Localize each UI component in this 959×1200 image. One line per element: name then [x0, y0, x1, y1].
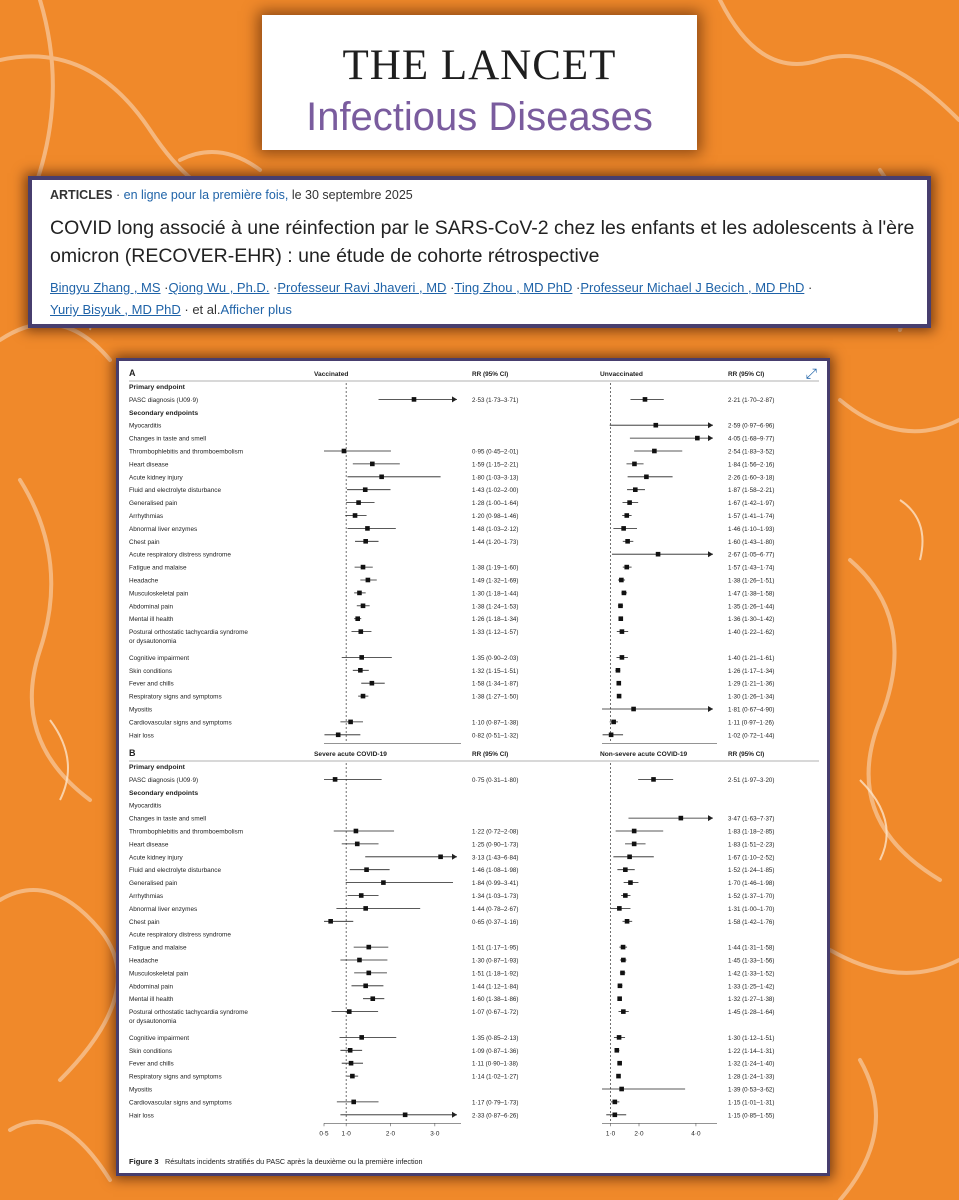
rr-value-label: 1·38 (1·26–1·51) — [728, 577, 775, 585]
rr-value-label: 2·21 (1·70–2·87) — [728, 396, 775, 404]
rr-value-label: 1·44 (1·20–1·73) — [472, 538, 519, 546]
article-header — [28, 176, 931, 328]
row-label: Chest pain — [129, 918, 160, 926]
row-label: or dysautonomia — [129, 1018, 177, 1025]
row-label: Fatigue and malaise — [129, 944, 187, 952]
x-tick-label: 0·5 — [319, 1130, 329, 1138]
row-label: Respiratory signs and symptoms — [129, 1073, 222, 1081]
article-type: ARTICLES — [50, 188, 113, 202]
rr-value-label: 1·84 (0·99–3·41) — [472, 880, 519, 888]
row-label: Skin conditions — [129, 1047, 172, 1055]
rr-value-label: 1·30 (1·12–1·51) — [728, 1034, 775, 1042]
rr-value-label: 0·95 (0·45–2·01) — [472, 448, 519, 456]
row-label: Myocarditis — [129, 422, 162, 430]
row-label: Abnormal liver enzymes — [129, 905, 198, 913]
point-estimate — [625, 539, 630, 544]
rr-value-label: 1·10 (0·87–1·38) — [472, 719, 519, 727]
rr-value-label: 1·84 (1·56–2·16) — [728, 461, 775, 469]
rr-value-label: 1·83 (1·18–2·85) — [728, 828, 775, 836]
rr-value-label: 1·02 (0·72–1·44) — [728, 732, 775, 740]
author-link[interactable]: Ting Zhou , MD PhD — [454, 280, 573, 295]
ci-arrow — [708, 551, 713, 557]
row-label: Hair loss — [129, 732, 154, 740]
ci-arrow — [708, 435, 713, 441]
rr-value-label: 1·11 (0·90–1·38) — [472, 1060, 518, 1068]
figure-caption-label: Figure 3 — [129, 1157, 159, 1166]
point-estimate — [333, 777, 338, 782]
rr-value-label: 2·33 (0·87–6·26) — [472, 1112, 519, 1120]
row-label: Fever and chills — [129, 1060, 174, 1068]
point-estimate — [412, 397, 417, 402]
ci-arrow — [708, 815, 713, 821]
x-tick-label: 3·0 — [430, 1130, 440, 1138]
point-estimate — [370, 681, 375, 686]
point-estimate — [643, 397, 648, 402]
point-estimate — [617, 1061, 622, 1066]
author-list: Bingyu Zhang , MS ·Qiong Wu , Ph.D. ·Professeur Ravi Jhaveri , MD ·Ting Zhou , MD PhD ·Professeur Michael J Becich , MD PhD · Yuriy Bisyuk , MD PhD · et al.Afficher plus — [50, 280, 813, 317]
point-estimate — [622, 591, 627, 596]
row-label: Myositis — [129, 706, 153, 714]
point-estimate — [619, 1087, 624, 1092]
panel-label: A — [129, 368, 136, 378]
rr-header: RR (95% CI) — [472, 751, 509, 758]
row-label: or dysautonomia — [129, 638, 177, 645]
x-tick-label: 2·0 — [634, 1130, 644, 1138]
row-label: Acute kidney injury — [129, 854, 183, 862]
point-estimate — [354, 829, 359, 834]
row-label: Changes in taste and smell — [129, 815, 207, 823]
rr-value-label: 1·36 (1·30–1·42) — [728, 616, 775, 624]
row-label: Acute respiratory distress syndrome — [129, 931, 231, 939]
rr-value-label: 1·44 (1·12–1·84) — [472, 983, 519, 991]
rr-value-label: 1·32 (1·15–1·51) — [472, 667, 519, 675]
point-estimate — [625, 919, 630, 924]
lancet-logo — [262, 15, 697, 150]
rr-value-label: 2·26 (1·60–3·18) — [728, 474, 775, 482]
point-estimate — [381, 880, 386, 885]
rr-value-label: 1·44 (1·31–1·58) — [728, 944, 775, 952]
point-estimate — [619, 578, 624, 583]
ci-arrow — [452, 854, 457, 860]
rr-value-label: 3·13 (1·43–6·84) — [472, 854, 519, 862]
rr-value-label: 1·17 (0·79–1·73) — [472, 1099, 519, 1107]
point-estimate — [348, 1048, 353, 1053]
point-estimate — [679, 816, 684, 821]
row-label: Chest pain — [129, 538, 160, 546]
publication-date: le 30 septembre 2025 — [291, 188, 413, 202]
row-label: Abdominal pain — [129, 603, 174, 611]
point-estimate — [363, 487, 368, 492]
row-label: Cardiovascular signs and symptoms — [129, 1099, 232, 1107]
x-tick-label: 4·0 — [691, 1130, 701, 1138]
rr-value-label: 1·38 (1·19–1·60) — [472, 564, 519, 572]
point-estimate — [361, 604, 366, 609]
point-estimate — [653, 423, 658, 428]
point-estimate — [618, 984, 623, 989]
figure-card — [116, 358, 830, 1176]
point-estimate — [621, 1009, 626, 1014]
rr-value-label: 1·28 (1·24–1·33) — [728, 1073, 775, 1081]
rr-value-label: 1·09 (0·87–1·36) — [472, 1047, 519, 1055]
rr-value-label: 1·59 (1·15–2·21) — [472, 461, 519, 469]
point-estimate — [616, 681, 621, 686]
rr-value-label: 1·33 (1·25–1·42) — [728, 983, 775, 991]
point-estimate — [359, 1035, 364, 1040]
rr-value-label: 1·46 (1·08–1·98) — [472, 867, 519, 875]
rr-value-label: 1·47 (1·38–1·58) — [728, 590, 775, 598]
rr-value-label: 2·59 (0·97–6·96) — [728, 422, 775, 430]
point-estimate — [361, 694, 366, 699]
point-estimate — [611, 720, 616, 725]
rr-value-label: 1·80 (1·03–3·13) — [472, 474, 519, 482]
online-first-link[interactable]: en ligne pour la première fois, — [123, 188, 289, 202]
point-estimate — [363, 539, 368, 544]
row-label: Arrhythmias — [129, 893, 164, 900]
row-label: Heart disease — [129, 841, 169, 849]
ci-arrow — [452, 396, 457, 402]
meta-separator: · — [115, 188, 121, 202]
row-label: Fluid and electrolyte disturbance — [129, 487, 222, 495]
row-label: Mental ill health — [129, 616, 174, 624]
rr-value-label: 1·52 (1·37–1·70) — [728, 893, 775, 900]
rr-value-label: 1·07 (0·67–1·72) — [472, 1009, 519, 1017]
group-title: Severe acute COVID-19 — [314, 751, 387, 758]
row-label: Fever and chills — [129, 680, 174, 688]
point-estimate — [348, 720, 353, 725]
row-label: Cognitive impairment — [129, 1034, 190, 1042]
panel-label: B — [129, 748, 136, 758]
point-estimate — [347, 1009, 352, 1014]
point-estimate — [617, 1035, 622, 1040]
rr-value-label: 1·58 (1·42–1·76) — [728, 918, 775, 926]
point-estimate — [624, 565, 629, 570]
row-label: Fatigue and malaise — [129, 564, 187, 572]
row-label: Acute respiratory distress syndrome — [129, 551, 231, 559]
forest-plot — [119, 361, 827, 1173]
rr-value-label: 1·67 (1·42–1·97) — [728, 500, 775, 508]
rr-value-label: 2·51 (1·97–3·20) — [728, 776, 775, 784]
rr-value-label: 0·65 (0·37–1·16) — [472, 918, 519, 926]
author-link[interactable]: Bingyu Zhang , MS — [50, 280, 161, 295]
point-estimate — [355, 842, 360, 847]
rr-value-label: 1·28 (1·00–1·64) — [472, 500, 519, 508]
point-estimate — [618, 604, 623, 609]
row-label: Abnormal liver enzymes — [129, 525, 198, 533]
point-estimate — [609, 733, 614, 738]
expand-arrows-icon[interactable]: ⤢ — [805, 365, 817, 381]
point-estimate — [328, 919, 333, 924]
point-estimate — [651, 777, 656, 782]
rr-value-label: 1·30 (1·26–1·34) — [728, 693, 775, 701]
row-label: Generalised pain — [129, 880, 178, 888]
rr-value-label: 1·32 (1·27–1·38) — [728, 996, 775, 1004]
point-estimate — [623, 893, 628, 898]
rr-value-label: 1·48 (1·03–2·12) — [472, 525, 519, 533]
point-estimate — [617, 906, 622, 911]
point-estimate — [370, 462, 375, 467]
rr-value-label: 0·75 (0·31–1·80) — [472, 776, 519, 784]
rr-value-label: 1·34 (1·03–1·73) — [472, 893, 519, 900]
rr-value-label: 1·14 (1·02–1·27) — [472, 1073, 519, 1081]
rr-value-label: 1·60 (1·38–1·86) — [472, 996, 519, 1004]
row-label: Arrhythmias — [129, 513, 164, 520]
row-label: Postural orthostatic tachycardia syndrome — [129, 629, 248, 637]
point-estimate — [349, 1061, 354, 1066]
point-estimate — [336, 733, 341, 738]
article-title: COVID long associé à une réinfection par le SARS-CoV-2 chez les enfants et les adolescents à l'ère omicron (RECOVER-EHR) : une étude de cohorte rétrospective — [50, 217, 915, 267]
point-estimate — [613, 1100, 618, 1105]
row-label: Heart disease — [129, 461, 169, 469]
rr-header: RR (95% CI) — [728, 751, 765, 758]
rr-header: RR (95% CI) — [472, 371, 509, 378]
row-label: Thrombophlebitis and thromboembolism — [129, 828, 244, 836]
rr-value-label: 1·40 (1·22–1·62) — [728, 629, 775, 637]
point-estimate — [652, 449, 657, 454]
rr-value-label: 4·05 (1·68–9·77) — [728, 435, 775, 443]
et-al: et al. — [192, 302, 221, 317]
rr-value-label: 1·81 (0·67–4·90) — [728, 706, 775, 714]
point-estimate — [351, 1100, 356, 1105]
row-label: Headache — [129, 577, 159, 585]
row-label: Acute kidney injury — [129, 474, 183, 482]
point-estimate — [620, 971, 625, 976]
row-label: Secondary endpoints — [129, 409, 199, 417]
rr-value-label: 1·30 (1·18–1·44) — [472, 590, 519, 598]
row-label: Primary endpoint — [129, 764, 185, 771]
point-estimate — [403, 1113, 408, 1118]
rr-value-label: 1·60 (1·43–1·80) — [728, 538, 775, 546]
rr-value-label: 1·51 (1·18–1·92) — [472, 970, 519, 978]
rr-value-label: 1·49 (1·32–1·69) — [472, 577, 519, 585]
point-estimate — [656, 552, 661, 557]
point-estimate — [621, 958, 626, 963]
rr-value-label: 1·43 (1·02–2·00) — [472, 487, 519, 495]
rr-value-label: 1·35 (0·85–2·13) — [472, 1034, 519, 1042]
rr-value-label: 1·30 (0·87–1·93) — [472, 957, 519, 965]
point-estimate — [358, 668, 363, 673]
author-link[interactable]: Professeur Michael J Becich , MD PhD — [580, 280, 805, 295]
point-estimate — [359, 655, 364, 660]
author-link[interactable]: Professeur Ravi Jhaveri , MD — [277, 280, 447, 295]
x-tick-label: 1·0 — [341, 1130, 351, 1138]
row-label: Myositis — [129, 1086, 153, 1094]
rr-value-label: 1·58 (1·34–1·87) — [472, 680, 519, 688]
ci-arrow — [708, 422, 713, 428]
point-estimate — [620, 655, 625, 660]
point-estimate — [358, 629, 363, 634]
point-estimate — [357, 958, 362, 963]
rr-value-label: 1·57 (1·43–1·74) — [728, 564, 775, 572]
point-estimate — [644, 475, 649, 480]
rr-value-label: 1·38 (1·27–1·50) — [472, 693, 519, 701]
point-estimate — [617, 996, 622, 1001]
row-label: Musculoskeletal pain — [129, 970, 189, 978]
point-estimate — [361, 565, 366, 570]
point-estimate — [370, 996, 375, 1001]
rr-value-label: 1·45 (1·28–1·64) — [728, 1009, 775, 1017]
row-label: Skin conditions — [129, 667, 172, 675]
group-title: Non-severe acute COVID-19 — [600, 751, 688, 758]
row-label: PASC diagnosis (U09·9) — [129, 396, 199, 404]
rr-value-label: 1·35 (0·90–2·03) — [472, 654, 519, 662]
point-estimate — [618, 616, 623, 621]
point-estimate — [632, 462, 637, 467]
rr-value-label: 3·47 (1·63–7·37) — [728, 815, 775, 823]
author-link[interactable]: Qiong Wu , Ph.D. — [168, 280, 270, 295]
logo-title: THE LANCET — [342, 42, 617, 89]
author-link[interactable]: Yuriy Bisyuk , MD PhD — [50, 302, 181, 317]
rr-value-label: 1·11 (0·97–1·26) — [728, 719, 774, 727]
rr-value-label: 1·35 (1·26–1·44) — [728, 603, 775, 611]
rr-value-label: 1·40 (1·21–1·61) — [728, 654, 775, 662]
rr-value-label: 1·52 (1·24–1·85) — [728, 867, 775, 875]
rr-value-label: 1·22 (0·72–2·08) — [472, 828, 519, 836]
rr-value-label: 2·54 (1·83–3·52) — [728, 448, 775, 456]
rr-value-label: 1·87 (1·58–2·21) — [728, 487, 775, 495]
rr-value-label: 1·45 (1·33–1·56) — [728, 957, 775, 965]
row-label: Primary endpoint — [129, 384, 185, 391]
rr-value-label: 2·53 (1·73–3·71) — [472, 396, 519, 404]
row-label: Myocarditis — [129, 802, 162, 810]
rr-value-label: 1·70 (1·46–1·98) — [728, 880, 775, 888]
row-label: Postural orthostatic tachycardia syndrome — [129, 1009, 248, 1017]
point-estimate — [632, 842, 637, 847]
rr-value-label: 1·22 (1·14–1·31) — [728, 1047, 775, 1055]
point-estimate — [613, 1113, 618, 1118]
point-estimate — [364, 867, 369, 872]
rr-value-label: 1·44 (0·78–2·67) — [472, 905, 519, 913]
row-label: Thrombophlebitis and thromboembolism — [129, 448, 244, 456]
point-estimate — [365, 526, 370, 531]
group-title: Vaccinated — [314, 371, 349, 378]
row-label: Changes in taste and smell — [129, 435, 207, 443]
point-estimate — [366, 578, 371, 583]
row-label: Musculoskeletal pain — [129, 590, 189, 598]
row-label: Abdominal pain — [129, 983, 174, 991]
point-estimate — [355, 616, 360, 621]
row-label: Cardiovascular signs and symptoms — [129, 719, 232, 727]
rr-value-label: 1·67 (1·10–2·52) — [728, 854, 775, 862]
rr-value-label: 1·25 (0·90–1·73) — [472, 841, 519, 849]
rr-value-label: 2·67 (1·05–6·77) — [728, 551, 775, 559]
x-tick-label: 1·0 — [605, 1130, 616, 1138]
x-tick-label: 2·0 — [385, 1130, 396, 1138]
figure-caption-text: Résultats incidents stratifiés du PASC après la deuxième ou la première infection — [165, 1157, 423, 1166]
point-estimate — [695, 436, 700, 441]
point-estimate — [621, 526, 626, 531]
row-label: Fluid and electrolyte disturbance — [129, 867, 222, 875]
row-label: Generalised pain — [129, 500, 178, 508]
rr-value-label: 1·26 (1·17–1·34) — [728, 667, 775, 675]
rr-value-label: 1·32 (1·24–1·40) — [728, 1060, 775, 1068]
point-estimate — [363, 906, 368, 911]
article-meta — [50, 188, 413, 202]
group-title: Unvaccinated — [600, 371, 643, 378]
point-estimate — [624, 513, 629, 518]
point-estimate — [616, 1074, 621, 1079]
point-estimate — [628, 880, 633, 885]
rr-header: RR (95% CI) — [728, 371, 765, 378]
rr-value-label: 1·46 (1·10–1·93) — [728, 525, 775, 533]
point-estimate — [366, 945, 371, 950]
row-label: Respiratory signs and symptoms — [129, 693, 222, 701]
point-estimate — [615, 1048, 620, 1053]
rr-value-label: 1·57 (1·41–1·74) — [728, 513, 775, 520]
ci-arrow — [708, 706, 713, 712]
ci-arrow — [452, 1112, 457, 1118]
rr-value-label: 1·15 (1·01–1·31) — [728, 1099, 775, 1107]
point-estimate — [627, 855, 632, 860]
row-label: Mental ill health — [129, 996, 174, 1004]
rr-value-label: 1·33 (1·12–1·57) — [472, 629, 519, 637]
rr-value-label: 1·31 (1·00–1·70) — [728, 905, 775, 913]
rr-value-label: 1·42 (1·33–1·52) — [728, 970, 775, 978]
point-estimate — [631, 707, 636, 712]
rr-value-label: 1·51 (1·17–1·95) — [472, 944, 519, 952]
point-estimate — [617, 694, 622, 699]
point-estimate — [379, 475, 384, 480]
point-estimate — [633, 487, 638, 492]
rr-value-label: 1·20 (0·98–1·46) — [472, 513, 519, 520]
point-estimate — [363, 984, 368, 989]
rr-value-label: 1·83 (1·51–2·23) — [728, 841, 775, 849]
rr-value-label: 1·15 (0·85–1·55) — [728, 1112, 775, 1120]
rr-value-label: 1·39 (0·53–3·62) — [728, 1086, 775, 1094]
point-estimate — [359, 893, 364, 898]
show-more-link[interactable]: Afficher plus — [220, 302, 292, 317]
point-estimate — [342, 449, 347, 454]
rr-value-label: 1·29 (1·21–1·36) — [728, 680, 775, 688]
row-label: Hair loss — [129, 1112, 154, 1120]
point-estimate — [438, 855, 443, 860]
row-label: Headache — [129, 957, 159, 965]
point-estimate — [621, 945, 626, 950]
point-estimate — [350, 1074, 355, 1079]
point-estimate — [356, 500, 361, 505]
point-estimate — [623, 867, 628, 872]
row-label: PASC diagnosis (U09·9) — [129, 776, 199, 784]
point-estimate — [353, 513, 358, 518]
rr-value-label: 1·26 (1·18–1·34) — [472, 616, 519, 624]
point-estimate — [366, 971, 371, 976]
point-estimate — [632, 829, 637, 834]
point-estimate — [627, 500, 632, 505]
rr-value-label: 1·38 (1·24–1·53) — [472, 603, 519, 611]
point-estimate — [616, 668, 621, 673]
point-estimate — [620, 629, 625, 634]
point-estimate — [357, 591, 362, 596]
rr-value-label: 0·82 (0·51–1·32) — [472, 732, 519, 740]
logo-subtitle: Infectious Diseases — [306, 95, 653, 139]
row-label: Secondary endpoints — [129, 789, 199, 797]
row-label: Cognitive impairment — [129, 654, 190, 662]
